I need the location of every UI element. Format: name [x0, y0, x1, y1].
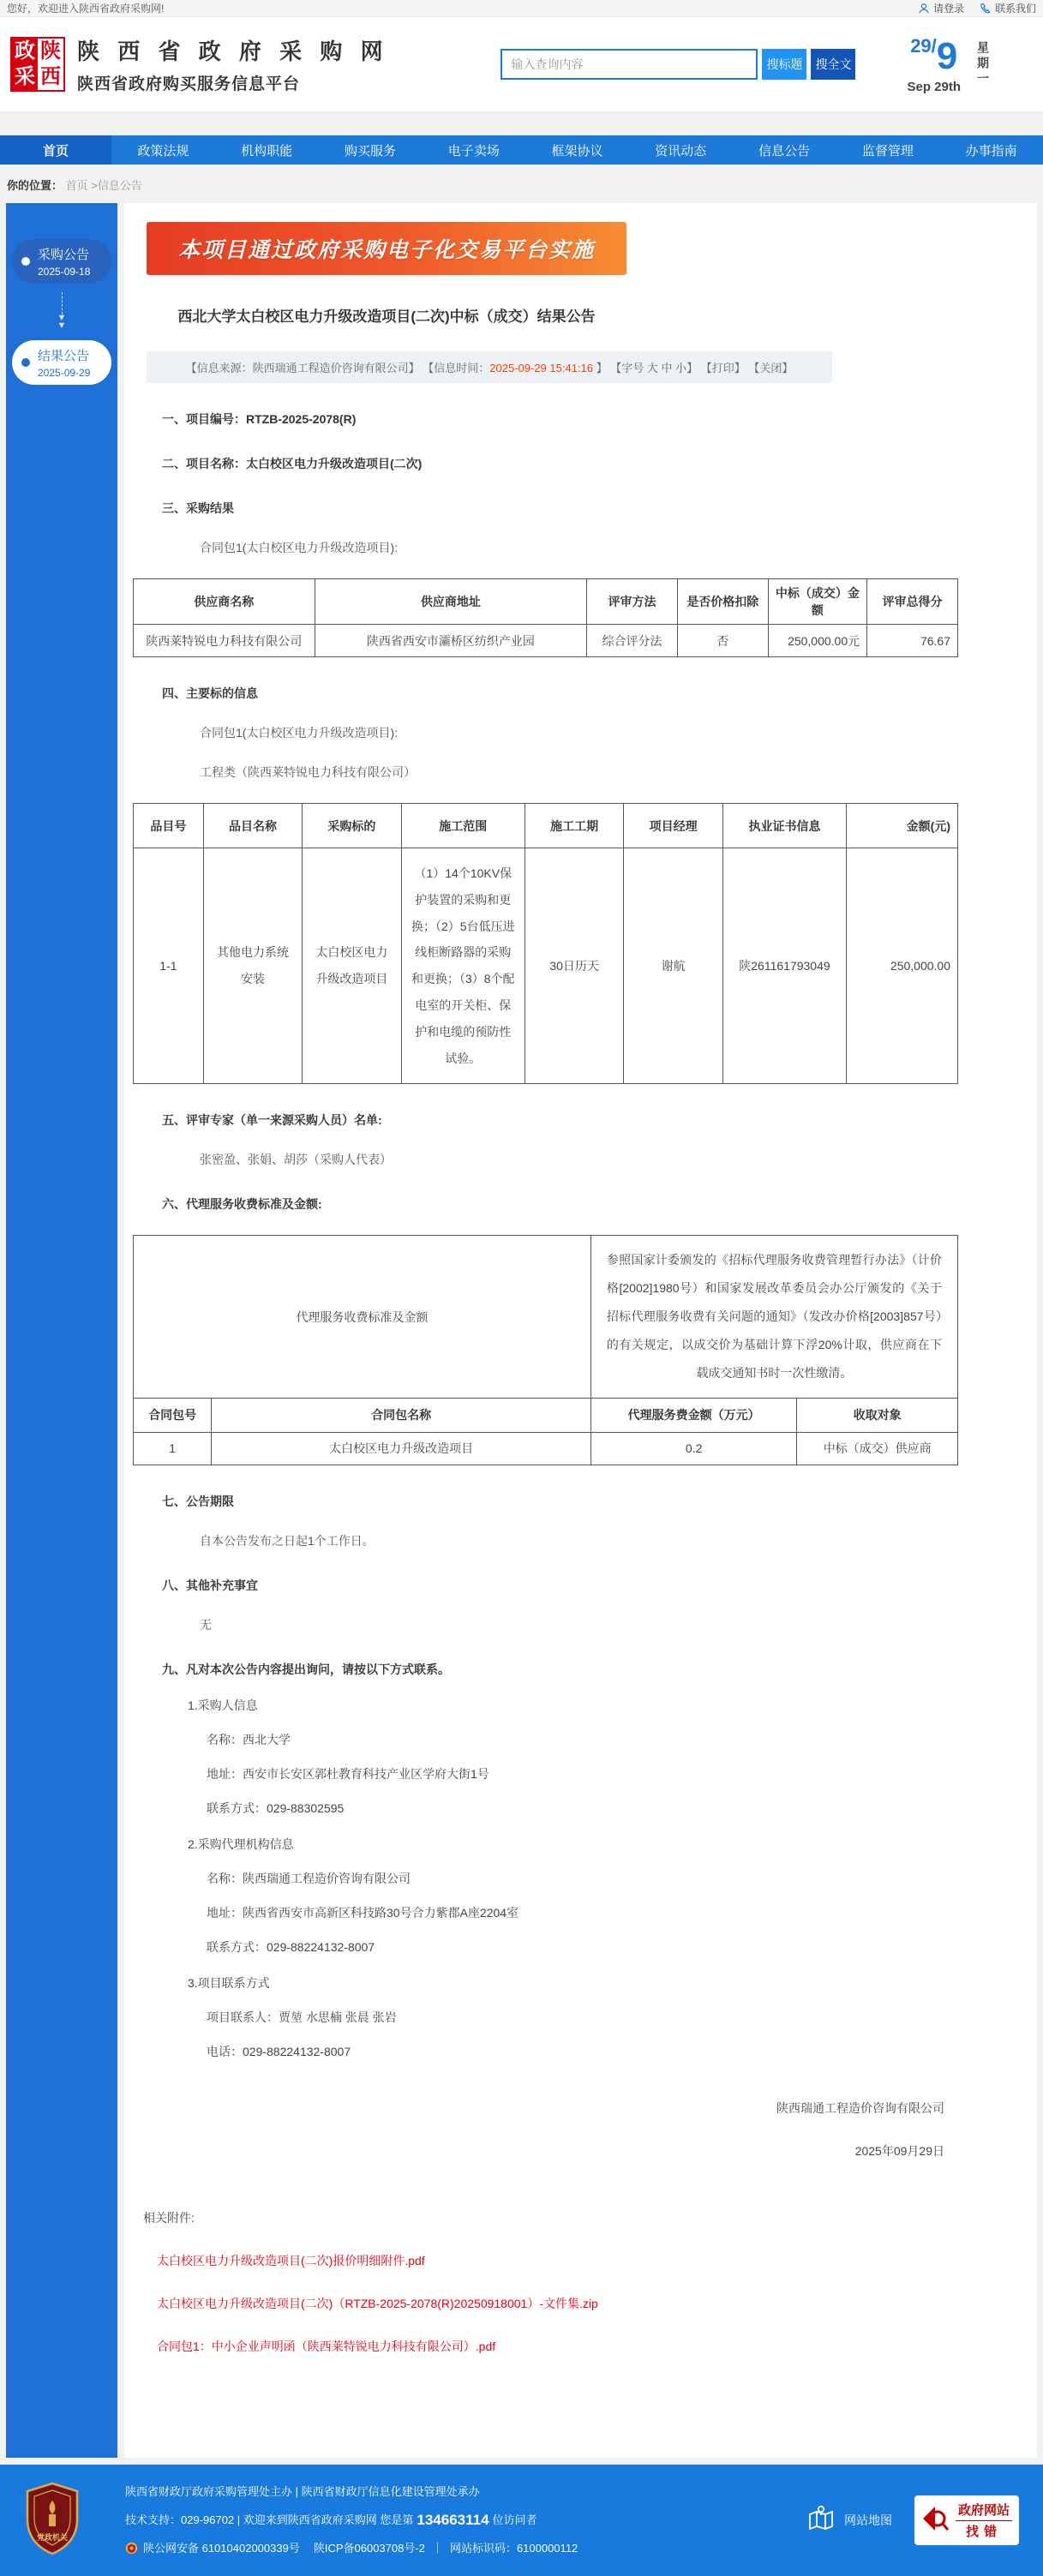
purchaser-name: 名称：西北大学 — [207, 1732, 291, 1746]
welcome-text: 您好，欢迎进入陕西省政府采购网! — [7, 3, 165, 15]
table-row — [134, 1432, 958, 1465]
attachment-link-quote-detail-pdf[interactable]: 太白校区电力升级改造项目(二次)报价明细附件.pdf — [157, 2253, 425, 2267]
supplier-address: 陕西省西安市灞桥区纺织产业园 — [315, 625, 586, 657]
col-header: 供应商名称 — [134, 579, 315, 625]
site-identifier-code: 网站标识码：6100000112 — [449, 2541, 578, 2555]
main-nav — [0, 135, 1043, 165]
footer-registration-line: 陕公网安备 61010402000339号 陕ICP备06003708号-2 ｜ 网站标识码：6100000112 — [125, 2541, 578, 2556]
amount: 250,000.00 — [847, 848, 958, 1084]
col-header: 收取对象 — [797, 1398, 958, 1432]
site-name: 陕 西 省 政 府 采 购 网 — [77, 39, 389, 64]
logo-char: 政 — [12, 39, 38, 64]
site-subtitle: 陕西省政府购买服务信息平台 — [77, 75, 301, 93]
party-government-shield-icon — [24, 2482, 81, 2558]
attachment-link-sme-declaration-pdf[interactable]: 合同包1：中小企业声明函（陕西莱特锐电力科技有限公司）.pdf — [157, 2339, 496, 2353]
sitemap-link[interactable]: 网站地图 — [806, 2504, 892, 2536]
section-procurement-result: 三、采购结果 — [162, 501, 234, 515]
logo-char: 西 — [38, 64, 63, 90]
police-registration[interactable]: 陕公网安备 61010402000339号 — [143, 2541, 300, 2555]
police-badge-icon — [125, 2542, 138, 2555]
agency-phone: 联系方式：029-88224132-8007 — [207, 1939, 375, 1954]
package-number: 1 — [134, 1432, 212, 1465]
contract-package-note: 合同包1(太白校区电力升级改造项目): — [200, 726, 398, 740]
section-project-name: 二、项目名称：太白校区电力升级改造项目(二次) — [162, 457, 423, 470]
e-trading-platform-banner: 本项目通过政府采购电子化交易平台实施 — [147, 222, 626, 275]
date-english: Sep 29th — [907, 79, 961, 94]
fee-payer: 中标（成交）供应商 — [797, 1432, 958, 1465]
nav-item-home[interactable]: 首页 — [0, 135, 111, 165]
phone-icon — [980, 3, 992, 15]
search-title-button[interactable]: 搜标题 — [762, 49, 806, 80]
col-header: 评审方法 — [587, 579, 678, 625]
project-contact-title: 3.项目联系方式 — [188, 1975, 270, 1990]
footer-sponsor-line: 陕西省财政厅政府采购管理处主办 | 陕西省财政厅信息化建设管理处承办 — [125, 2484, 480, 2498]
section-review-experts: 五、评审专家（单一来源采购人员）名单: — [162, 1113, 382, 1128]
page-title: 西北大学太白校区电力升级改造项目(二次)中标（成交）结果公告 — [177, 309, 596, 325]
section-project-number: 一、项目编号：RTZB-2025-2078(R) — [162, 412, 357, 426]
welcome-bar — [0, 0, 1043, 17]
col-header: 品目名称 — [203, 804, 302, 848]
nav-item-guide[interactable]: 办事指南 — [965, 143, 1017, 159]
logo-char: 陕 — [38, 39, 63, 64]
timeline-step-purchase-notice[interactable]: 采购公告 2025-09-18 — [12, 239, 111, 284]
print-button[interactable]: 【打印】 — [700, 362, 746, 374]
nav-item-e-mall[interactable]: 电子卖场 — [447, 143, 500, 159]
purchaser-info-title: 1.采购人信息 — [188, 1698, 258, 1712]
col-header: 是否价格扣除 — [677, 579, 768, 625]
review-method: 综合评分法 — [587, 625, 678, 657]
col-header: 采购标的 — [303, 804, 401, 848]
timeline-dot — [21, 257, 30, 266]
nav-item-supervision[interactable]: 监督管理 — [861, 143, 914, 159]
nav-item-news[interactable]: 资讯动态 — [655, 143, 707, 159]
col-header: 项目经理 — [624, 804, 722, 848]
announcement-card — [124, 203, 1037, 2458]
notice-period-text: 自本公告发布之日起1个工作日。 — [200, 1533, 375, 1548]
visitor-counter: 134663114 — [417, 2511, 489, 2528]
site-footer — [0, 2465, 1043, 2576]
col-header: 施工范围 — [401, 804, 524, 848]
col-header: 品目号 — [134, 804, 204, 848]
section-agency-fee: 六、代理服务收费标准及金额: — [162, 1197, 322, 1212]
signature-company: 陕西瑞通工程造价咨询有限公司 — [776, 2100, 944, 2115]
expert-names: 张密盈、张娟、胡莎（采购人代表） — [200, 1153, 392, 1167]
certificate-info: 陕261161793049 — [722, 848, 846, 1084]
col-header: 中标（成交）金额 — [768, 579, 866, 625]
nav-item-announcements[interactable]: 信息公告 — [758, 143, 811, 159]
project-contact-phone: 电话：029-88224132-8007 — [207, 2044, 351, 2058]
map-icon — [806, 2504, 836, 2536]
weekday-label: 星期一 — [976, 41, 990, 87]
fee-standard-label: 代理服务收费标准及金额 — [134, 1236, 591, 1398]
item-number: 1-1 — [134, 848, 204, 1084]
site-header — [0, 17, 1043, 111]
date-month: 9 — [936, 34, 958, 77]
purchaser-address: 地址：西安市长安区郭杜教育科技产业区学府大街1号 — [207, 1766, 489, 1781]
timeline-sidebar — [6, 203, 117, 2458]
timeline-step-result-notice[interactable]: 结果公告 2025-09-29 — [12, 340, 111, 385]
nav-item-purchase-services[interactable]: 购买服务 — [344, 143, 396, 159]
procurement-subject: 太白校区电力升级改造项目 — [303, 848, 401, 1084]
section-subject-info: 四、主要标的信息 — [162, 686, 258, 700]
meta-time: 2025-09-29 15:41:16 — [489, 362, 593, 374]
search-fulltext-button[interactable]: 搜全文 — [811, 49, 855, 80]
attachments-label: 相关附件: — [143, 2210, 195, 2225]
table-row — [134, 1236, 958, 1398]
attachment-link-file-set-zip[interactable]: 太白校区电力升级改造项目(二次)（RTZB-2025-2078(R)20250918001）-文件集.zip — [157, 2296, 598, 2310]
project-contact-names: 项目联系人：贾堃 水思楠 张晨 张岩 — [207, 2010, 397, 2024]
contact-us-link[interactable]: 联系我们 — [980, 1, 1036, 15]
section-other-matters: 八、其他补充事宜 — [162, 1578, 258, 1592]
section-notice-period: 七、公告期限 — [162, 1494, 234, 1508]
package-name: 太白校区电力升级改造项目 — [212, 1432, 591, 1465]
col-header: 代理服务费金额（万元） — [590, 1398, 797, 1432]
search-input[interactable] — [501, 49, 758, 80]
magnifier-icon — [921, 2501, 950, 2538]
supplier-name: 陕西莱特锐电力科技有限公司 — [134, 625, 315, 657]
item-name: 其他电力系统安装 — [203, 848, 302, 1084]
nav-item-functions[interactable]: 机构职能 — [241, 143, 293, 159]
section-contact-info: 九、凡对本次公告内容提出询问，请按以下方式联系。 — [162, 1662, 450, 1676]
supplier-result-table — [133, 578, 958, 657]
contract-package-note: 合同包1(太白校区电力升级改造项目): — [200, 541, 398, 554]
breadcrumb — [0, 165, 1043, 203]
user-icon — [918, 3, 930, 15]
article-meta-bar: 【信息来源：陕西瑞通工程造价咨询有限公司】 【信息时间：2025-09-29 15:41:16 】 【字号 大 中 小】 【打印】 【关闭】 — [147, 351, 832, 383]
date-widget — [907, 35, 1026, 94]
col-header: 评审总得分 — [867, 579, 958, 625]
col-header: 合同包名称 — [212, 1398, 591, 1432]
gov-site-error-report-badge[interactable]: 政府网站 找错 — [914, 2495, 1019, 2545]
price-deduction: 否 — [677, 625, 768, 657]
breadcrumb-label: 你的位置： — [7, 179, 63, 192]
shield-text: 党政机关 — [36, 2533, 69, 2543]
construction-period: 30日历天 — [524, 848, 623, 1084]
project-category-note: 工程类（陕西莱特锐电力科技有限公司） — [200, 765, 416, 779]
fee-amount: 0.2 — [590, 1432, 797, 1465]
timeline-arrow-icon: ▼ ▼ — [6, 284, 117, 340]
signature-date: 2025年09月29日 — [854, 2143, 944, 2158]
logo-char: 采 — [12, 64, 38, 90]
nav-item-policies[interactable]: 政策法规 — [137, 143, 189, 159]
col-header: 供应商地址 — [315, 579, 586, 625]
col-header: 执业证书信息 — [722, 804, 846, 848]
construction-scope: （1）14个10KV保护装置的采购和更换；（2）5台低压进线柜断路器的采购和更换；（3）8个配电室的开关柜、保护和电缆的预防性试验。 — [401, 848, 524, 1084]
agency-address: 地址：陕西省西安市高新区科技路30号合力紫郡A座2204室 — [207, 1905, 519, 1920]
signature-block — [133, 2100, 944, 2160]
meta-source: 【信息来源：陕西瑞通工程造价咨询有限公司】 — [185, 362, 420, 374]
site-logo — [10, 37, 65, 92]
icp-registration[interactable]: 陕ICP备06003708号-2 — [313, 2541, 425, 2555]
timeline-dot — [21, 358, 30, 367]
date-day: 29/ — [910, 34, 937, 57]
agency-fee-table — [133, 1235, 958, 1465]
table-row — [134, 625, 958, 657]
agency-info-title: 2.采购代理机构信息 — [188, 1836, 294, 1851]
purchaser-phone: 联系方式：029-88302595 — [207, 1800, 345, 1815]
nav-item-framework-agreement[interactable]: 框架协议 — [551, 143, 603, 159]
review-score: 76.67 — [867, 625, 958, 657]
font-size-controls[interactable]: 【字号 大 中 小】 — [610, 362, 698, 374]
award-amount: 250,000.00元 — [768, 625, 866, 657]
project-manager: 谢航 — [624, 848, 722, 1084]
col-header: 金额(元) — [847, 804, 958, 848]
subject-detail-table — [133, 803, 958, 1084]
footer-support-line: 技术支持：029-96702 | 欢迎来到陕西省政府采购网 您是第 134663114 位访问者 — [125, 2510, 578, 2531]
breadcrumb-path[interactable]: 首页 >信息公告 — [65, 179, 142, 192]
fee-standard-description: 参照国家计委颁发的《招标代理服务收费管理暂行办法》（计价格[2002]1980号）和国家发展改革委员会办公厅颁发的《关于招标代理服务收费有关问题的通知》（发改办价格[2003]857号）的有关规定，以成交价为基础计算下浮20%计取，供应商在下载成交通知书时一次性缴清。 — [590, 1236, 957, 1398]
login-link[interactable]: 请登录 — [918, 1, 964, 15]
agency-name: 名称：陕西瑞通工程造价咨询有限公司 — [207, 1871, 411, 1885]
other-matters-text: 无 — [200, 1617, 212, 1632]
meta-time-label: 【信息时间： — [423, 362, 490, 374]
table-row — [134, 848, 958, 1084]
col-header: 施工工期 — [524, 804, 623, 848]
close-button[interactable]: 【关闭】 — [748, 362, 794, 374]
col-header: 合同包号 — [134, 1398, 212, 1432]
